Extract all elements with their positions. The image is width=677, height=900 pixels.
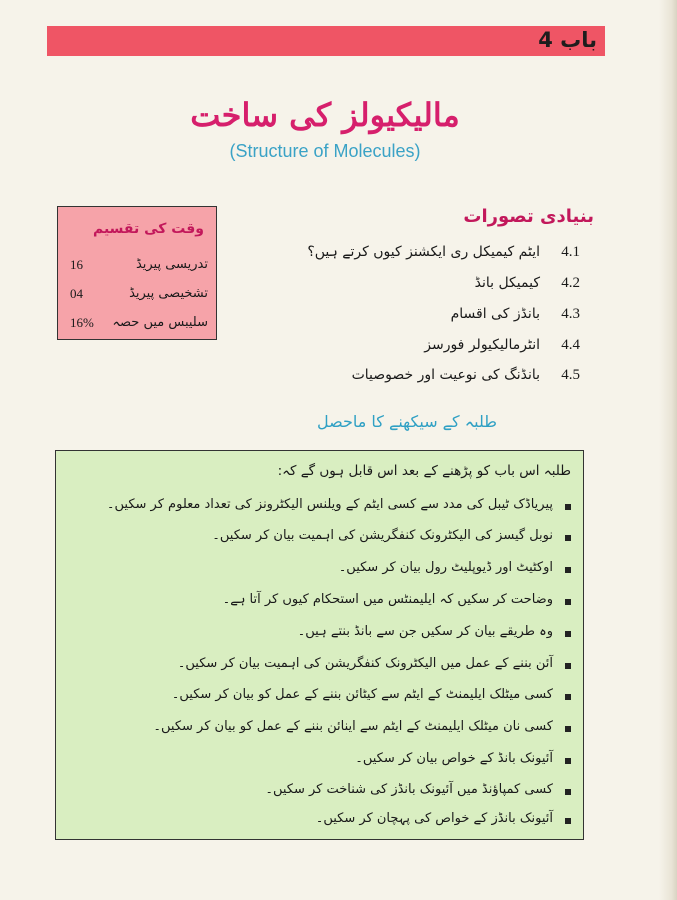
concept-item bbox=[340, 367, 580, 391]
outcome-item bbox=[71, 751, 571, 775]
outcome-item bbox=[71, 687, 571, 711]
outcome-text: پیریاڈک ٹیبل کی مدد سے کسی ایٹم کے ویلنس الیکٹرونز کی تعداد معلوم کر سکیں۔ bbox=[106, 497, 553, 512]
outcome-text: آئیونک بانڈ کے خواص بیان کر سکیں۔ bbox=[355, 751, 553, 766]
time-row-value: 16 bbox=[70, 257, 83, 272]
outcome-item bbox=[71, 719, 571, 743]
outcome-item bbox=[71, 528, 571, 552]
concept-text: کیمیکل بانڈ bbox=[474, 275, 540, 291]
bullet-icon bbox=[565, 599, 571, 605]
time-row-value: 04 bbox=[70, 286, 83, 301]
outcome-text: کسی نان میٹلک ایلیمنٹ کے ایٹم سے اینائن بننے کے عمل کو بیان کر سکیں۔ bbox=[153, 719, 553, 734]
learning-outcomes-heading: طلبہ کے سیکھنے کا ماحصل bbox=[316, 412, 497, 431]
concept-text: بانڈنگ کی نوعیت اور خصوصیات bbox=[351, 367, 540, 383]
outcome-text: وضاحت کر سکیں کہ ایلیمنٹس میں استحکام کیوں کر آتا ہے۔ bbox=[222, 592, 553, 607]
chapter-title-urdu: مالیکیولز کی ساخت bbox=[190, 96, 460, 134]
outcome-text: کسی کمپاؤنڈ میں آئیونک بانڈز کی شناخت کر سکیں۔ bbox=[265, 782, 553, 797]
outcome-text: نوبل گیسز کی الیکٹرونک کنفگریشن کی اہمیت بیان کر سکیں۔ bbox=[212, 528, 553, 543]
concept-number: 4.3 bbox=[561, 306, 580, 322]
chapter-banner bbox=[47, 26, 605, 56]
concept-number: 4.4 bbox=[561, 337, 580, 353]
bullet-icon bbox=[565, 504, 571, 510]
outcome-item bbox=[71, 592, 571, 616]
concept-item bbox=[340, 337, 580, 361]
chapter-number: باب 4 bbox=[538, 28, 597, 52]
bullet-icon bbox=[565, 818, 571, 824]
outcome-text: وہ طریقے بیان کر سکیں جن سے بانڈ بنتے ہیں۔ bbox=[297, 624, 553, 639]
concept-item bbox=[307, 244, 580, 268]
time-row-value: 16% bbox=[70, 315, 94, 330]
time-row-label: تشخیصی پیریڈ bbox=[129, 286, 208, 301]
outcome-item bbox=[71, 560, 571, 584]
outcome-item bbox=[71, 811, 571, 835]
outcome-item bbox=[71, 624, 571, 648]
outcome-item bbox=[71, 656, 571, 680]
outcome-text: آئیونک بانڈز کے خواص کی پہچان کر سکیں۔ bbox=[315, 811, 553, 826]
time-row bbox=[58, 286, 218, 310]
time-allocation-box bbox=[57, 206, 217, 340]
chapter-title-english: (Structure of Molecules) bbox=[229, 141, 421, 161]
bullet-icon bbox=[565, 631, 571, 637]
concept-text: انٹرمالیکیولر فورسز bbox=[424, 337, 540, 353]
concept-number: 4.2 bbox=[561, 275, 580, 291]
bullet-icon bbox=[565, 567, 571, 573]
time-row-label: سلیبس میں حصہ bbox=[112, 315, 208, 330]
outcome-text: اوکٹیٹ اور ڈیوپلیٹ رول بیان کر سکیں۔ bbox=[338, 560, 553, 575]
outcome-item bbox=[71, 782, 571, 806]
time-row-label: تدریسی پیریڈ bbox=[135, 257, 208, 272]
concept-number: 4.5 bbox=[561, 367, 580, 383]
time-allocation-heading: وقت کی تقسیم bbox=[92, 221, 204, 237]
bullet-icon bbox=[565, 535, 571, 541]
concept-text: بانڈز کی اقسام bbox=[450, 306, 540, 322]
outcome-text: کسی میٹلک ایلیمنٹ کے ایٹم سے کیٹائن بننے کے عمل کو بیان کر سکیں۔ bbox=[171, 687, 553, 702]
outcome-item bbox=[71, 497, 571, 521]
concept-number: 4.1 bbox=[561, 244, 580, 260]
bullet-icon bbox=[565, 663, 571, 669]
bullet-icon bbox=[565, 726, 571, 732]
time-row bbox=[58, 257, 218, 281]
page-edge bbox=[659, 0, 677, 900]
concept-item bbox=[340, 275, 580, 299]
bullet-icon bbox=[565, 789, 571, 795]
concept-item bbox=[340, 306, 580, 330]
concept-text: ایٹم کیمیکل ری ایکشنز کیوں کرتے ہیں؟ bbox=[307, 244, 540, 260]
concepts-heading: بنیادی تصورات bbox=[463, 206, 594, 227]
outcome-text: آئن بننے کے عمل میں الیکٹرونک کنفگریشن کی اہمیت بیان کر سکیں۔ bbox=[177, 656, 553, 671]
time-row bbox=[58, 315, 218, 339]
bullet-icon bbox=[565, 758, 571, 764]
learning-outcomes-intro: طلبہ اس باب کو پڑھنے کے بعد اس قابل ہوں گے کہ: bbox=[277, 463, 571, 479]
bullet-icon bbox=[565, 694, 571, 700]
learning-outcomes-box bbox=[55, 450, 584, 840]
